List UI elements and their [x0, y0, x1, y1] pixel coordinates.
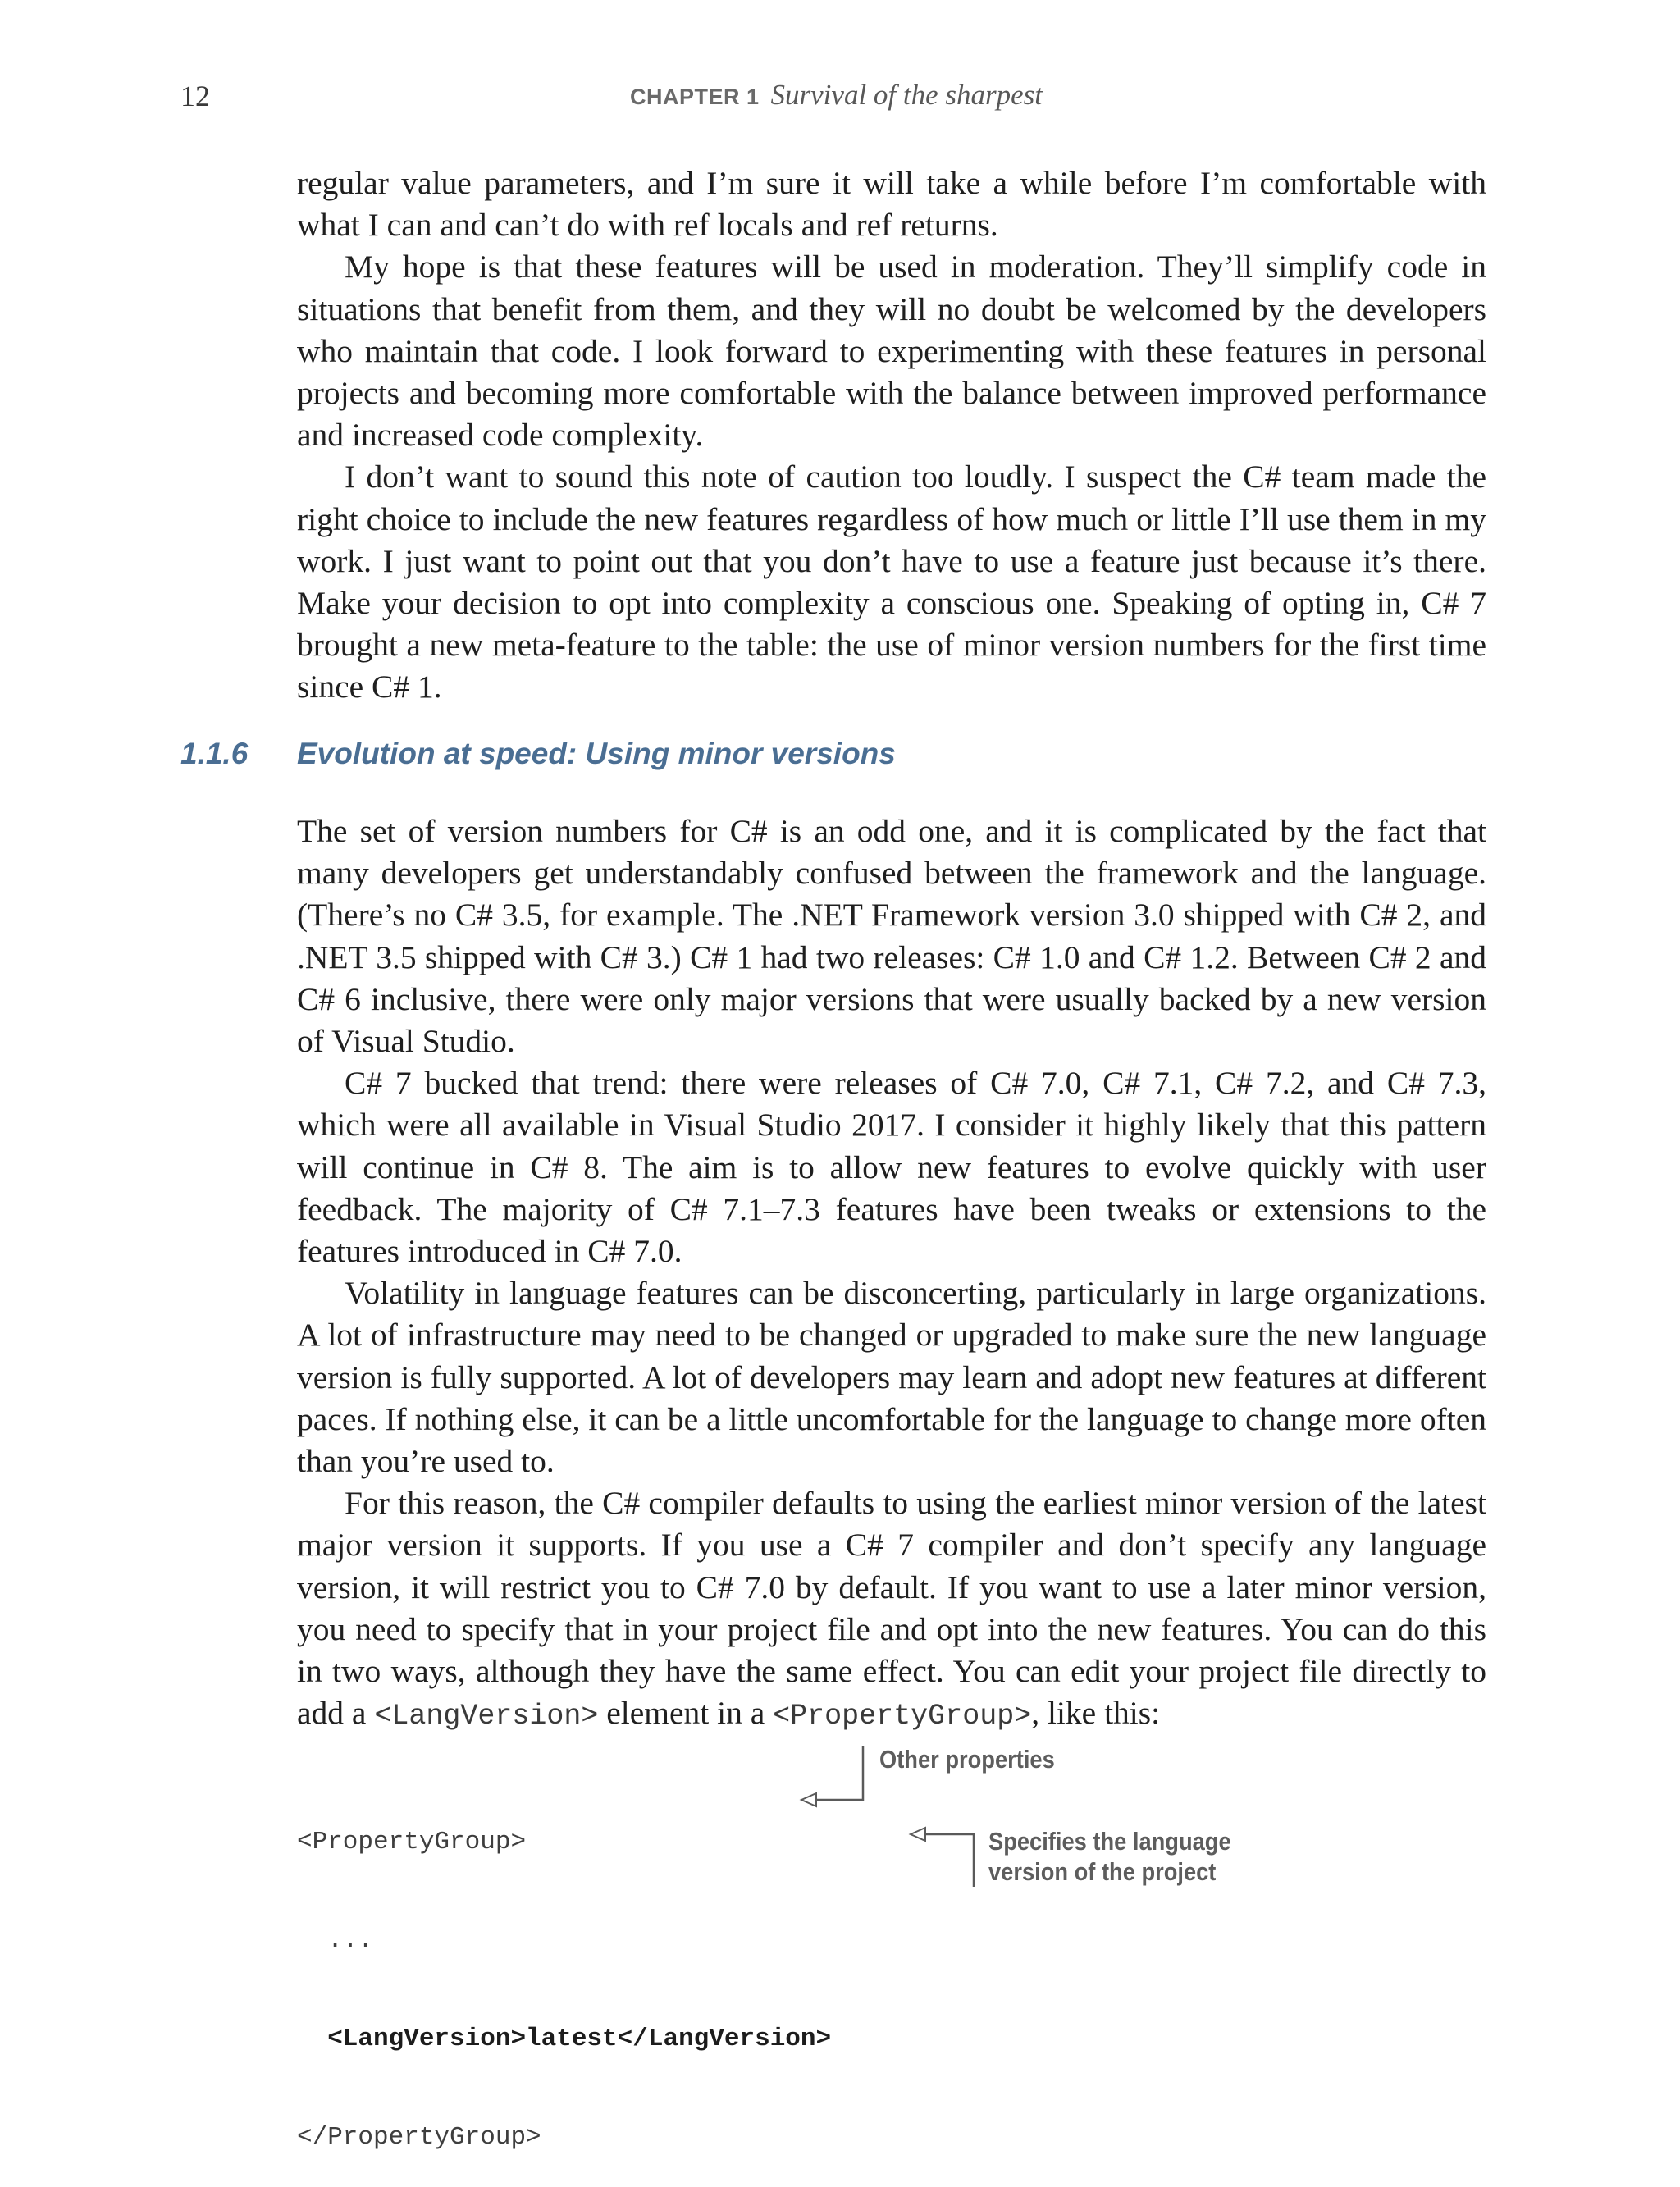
code-line: <LangVersion>latest</LangVersion>	[297, 2025, 832, 2053]
inline-code-langversion: <LangVersion>	[374, 1700, 599, 1733]
page-number: 12	[180, 80, 210, 112]
body-text-before-section	[297, 162, 1486, 709]
chapter-title: Survival of the sharpest	[770, 79, 1043, 111]
paragraph-text: For this reason, the C# compiler defaults to using the earliest minor version of the latest major version it supports. If you use a C# 7 compiler and don’t specify any language version, it will restrict you to C# 7.0 by default. If you want to use a later minor version, you need to specify that in your project file and opt into the new features. You can do this in two ways, although they have the same effect. You can edit your project file directly to add a	[297, 1485, 1486, 1732]
inline-code-propertygroup: <PropertyGroup>	[773, 1700, 1032, 1733]
paragraph: The set of version numbers for C# is an odd one, and it is complicated by the fact that many developers get understandably confused between the framework and the language. (There’s no C# 3.5, for example. The .NET Framework version 3.0 shipped with C# 2, and .NET 3.5 shipped with C# 3.) C# 1 had two releases: C# 1.0 and C# 1.2. Between C# 2 and C# 6 inclusive, there were only major versions that were usually backed by a new version of Visual Studio.	[297, 813, 1486, 1060]
running-head	[630, 79, 1043, 112]
code-line: <PropertyGroup>	[297, 1828, 527, 1856]
annotation-specifies-language-line1: Specifies the language	[988, 1827, 1231, 1856]
callout-line-specifies-language	[925, 1834, 974, 1887]
paragraph-text: , like this:	[1031, 1695, 1161, 1732]
annotation-other-properties: Other properties	[879, 1745, 1055, 1774]
body-text-after-section	[297, 810, 1486, 1737]
paragraph: Volatility in language features can be disconcerting, particularly in large organizations. A lot of infrastructure may need to be changed or upgraded to make sure the new language version is fully supported. A lot of developers may learn and adopt new features at different paces. If nothing else, it can be a little uncomfortable for the language to change more often than you’re used to.	[297, 1275, 1486, 1480]
code-listing	[297, 1760, 920, 2187]
section-heading	[180, 737, 1493, 783]
paragraph: I don’t want to sound this note of caution too loudly. I suspect the C# team made the right choice to include the new features regardless of how much or little I’ll use them in my work. I just want to point out that you don’t have to use a feature just because it’s there. Make your decision to opt into complexity a conscious one. Speaking of opting in, C# 7 brought a new meta-feature to the table: the use of minor version numbers for the first time since C# 1.	[297, 459, 1486, 705]
section-title: Evolution at speed: Using minor versions	[297, 737, 896, 770]
code-line: ...	[297, 1926, 374, 1955]
paragraph-text: element in a	[598, 1695, 774, 1732]
paragraph: C# 7 bucked that trend: there were releases of C# 7.0, C# 7.1, C# 7.2, and C# 7.3, which were all available in Visual Studio 2017. I consider it highly likely that this pattern will continue in C# 8. The aim is to allow new features to evolve quickly with user feedback. The majority of C# 7.1–7.3 features have been tweaks or extensions to the features introduced in C# 7.0.	[297, 1065, 1486, 1270]
section-number: 1.1.6	[180, 737, 249, 770]
paragraph: regular value parameters, and I’m sure it will take a while before I’m comfortable with what I can and can’t do with ref locals and ref returns.	[297, 165, 1486, 244]
paragraph-langversion	[297, 1482, 1486, 1737]
running-header	[0, 79, 1680, 120]
annotation-specifies-language-line2: version of the project	[988, 1857, 1217, 1886]
chapter-label: CHAPTER 1	[630, 84, 760, 109]
paragraph: My hope is that these features will be used in moderation. They’ll simplify code in situations that benefit from them, and they will no doubt be welcomed by the developers who maintain that code. I look forward to experimenting with these features in personal projects and becoming more comfortable with the balance between improved performance and increased code complexity.	[297, 249, 1486, 454]
code-line: </PropertyGroup>	[297, 2123, 541, 2152]
